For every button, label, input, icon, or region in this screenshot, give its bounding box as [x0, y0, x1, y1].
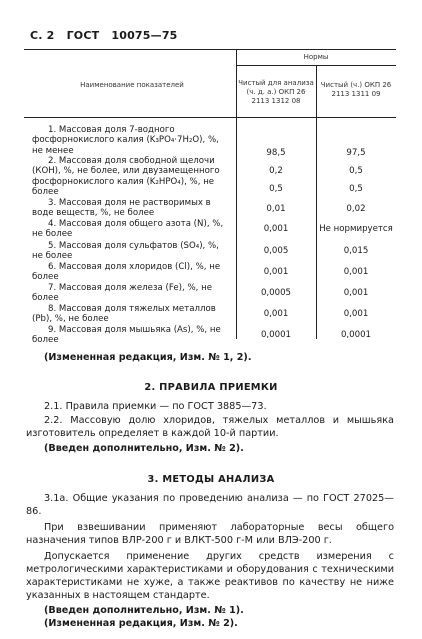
row-value-4-col1: 0,001 — [263, 224, 289, 234]
paragraph-2-1: 2.1. Правила приемки — по ГОСТ 3885—73. — [44, 401, 267, 412]
paragraph-weighing: При взвешивании применяют лабораторные весы общего назначения типов ВЛР-200 г и ВЛКТ-500 г-М или ВЛЭ-200 г. — [26, 522, 394, 546]
section-title-acceptance: 2. ПРАВИЛА ПРИЕМКИ — [144, 382, 278, 393]
row-value-2b-col2: 0,5 — [349, 184, 363, 194]
column-header-pure-analysis: Чистый для анализа (ч. д. а.) ОКП 26 2113 1312 08 — [238, 79, 314, 105]
section-title-methods: 3. МЕТОДЫ АНАЛИЗА — [147, 474, 275, 485]
page-number: С. 2 — [30, 29, 55, 42]
row-name-3: 3. Массовая доля не растворимых в воде веществ, %, не более — [32, 198, 211, 219]
row-value-2-col2: 0,5 — [349, 166, 363, 176]
row-value-7-col1: 0,0005 — [260, 288, 292, 298]
row-name-6: 6. Массовая доля хлоридов (Cl), %, не более — [32, 262, 221, 283]
amendment-note-section3-a: (Введен дополнительно, Изм. № 1). — [44, 605, 244, 616]
column-header-norms: Нормы — [303, 53, 329, 61]
amendment-note: (Измененная редакция, Изм. № 1, 2). — [44, 352, 252, 363]
row-name-1: 1. Массовая доля 7-водного фосфорнокислого калия (K₃PO₄·7H₂O), %, не менее — [32, 125, 219, 156]
row-value-2b-col1: 0,5 — [269, 184, 283, 194]
row-value-7-col2: 0,001 — [343, 288, 369, 298]
row-value-4-col2: Не нормируется — [319, 224, 393, 234]
row-value-5-col2: 0,015 — [343, 246, 369, 256]
column-header-name: Наименование показателей — [80, 81, 184, 89]
row-value-5-col1: 0,005 — [263, 246, 289, 256]
row-name-7: 7. Массовая доля железа (Fe), %, не более — [32, 283, 212, 304]
paragraph-alternatives: Допускается применение других средств измерения с метрологическими характеристиками и оборудования с техническими характеристиками не хуже, а также реактивов по качеству не ниже указанных в настоящем стандарте. — [26, 551, 394, 601]
row-name-9: 9. Массовая доля мышьяка (As), %, не более — [32, 325, 221, 346]
row-value-8-col1: 0,001 — [263, 309, 289, 319]
row-name-8: 8. Массовая доля тяжелых металлов (Pb), %, не более — [32, 304, 216, 325]
row-value-3-col1: 0,01 — [266, 204, 286, 214]
paragraph-3-1a: 3.1а. Общие указания по проведению анализа — по ГОСТ 27025—86. — [26, 493, 394, 517]
row-value-9-col1: 0,0001 — [260, 330, 292, 340]
amendment-note-section2: (Введен дополнительно, Изм. № 2). — [44, 443, 244, 454]
gost-number: 10075—75 — [111, 29, 178, 42]
paragraph-2-2: 2.2. Массовую долю хлоридов, тяжелых металлов и мышьяка изготовитель определяет в каждой 10-й партии. — [26, 415, 394, 439]
row-name-2: 2. Массовая доля свободной щелочи (КОН), %, не более, или двузамещенного фосфорнокислого калия (K₂HPO₄), %, не более — [32, 156, 220, 198]
row-name-5: 5. Массовая доля сульфатов (SO₄), %, не более — [32, 241, 219, 262]
amendment-note-section3-b: (Измененная редакция, Изм. № 2). — [44, 618, 238, 629]
row-value-6-col2: 0,001 — [343, 267, 369, 277]
page-header — [30, 29, 186, 42]
row-value-6-col1: 0,001 — [263, 267, 289, 277]
row-name-4: 4. Массовая доля общего азота (N), %, не более — [32, 219, 224, 240]
row-value-2-col1: 0,2 — [269, 166, 283, 176]
row-value-1-col1: 98,5 — [266, 148, 286, 158]
column-header-pure: Чистый (ч.) ОКП 26 2113 1311 09 — [320, 81, 392, 98]
row-value-8-col2: 0,001 — [343, 309, 369, 319]
requirements-table — [24, 49, 396, 346]
row-value-9-col2: 0,0001 — [340, 330, 372, 340]
row-value-1-col2: 97,5 — [346, 148, 366, 158]
gost-label: ГОСТ — [66, 29, 100, 42]
row-value-3-col2: 0,02 — [346, 204, 366, 214]
